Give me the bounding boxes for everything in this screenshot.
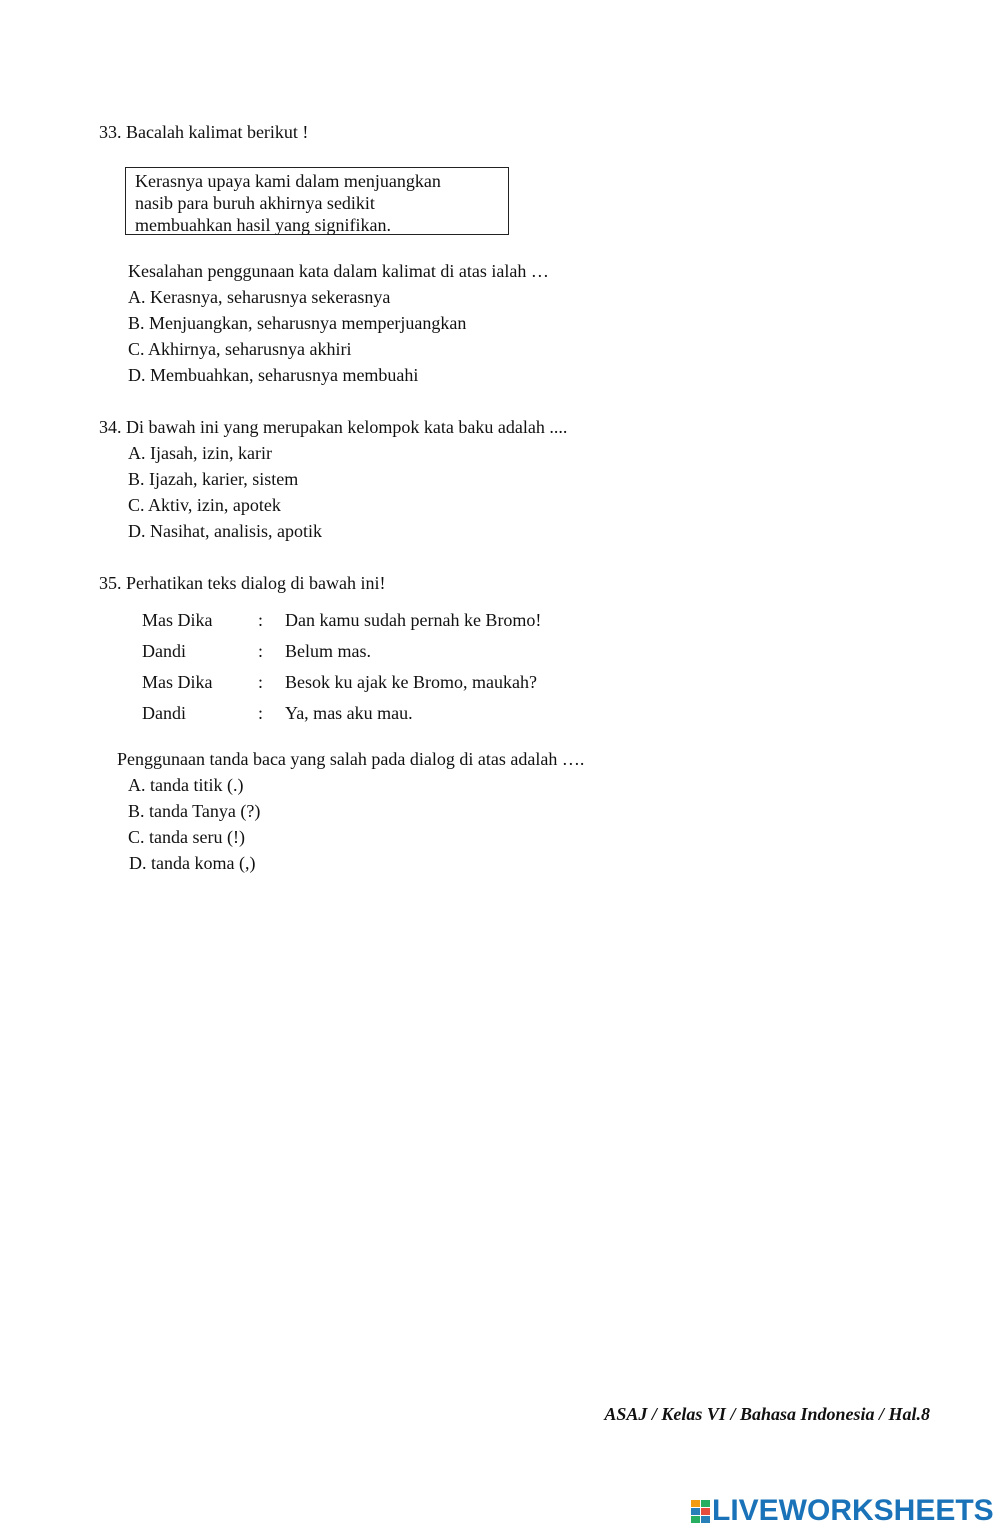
dialog-line: Ya, mas aku mau. bbox=[285, 703, 413, 723]
dialog-line: Dan kamu sudah pernah ke Bromo! bbox=[285, 610, 542, 630]
dialog-line: Besok ku ajak ke Bromo, maukah? bbox=[285, 672, 537, 692]
question-34-option-c: C. Aktiv, izin, apotek bbox=[128, 495, 281, 515]
question-35-option-d: D. tanda koma (,) bbox=[129, 853, 256, 873]
question-34-option-a: A. Ijasah, izin, karir bbox=[128, 443, 272, 463]
logo-text: LIVEWORKSHEETS bbox=[712, 1494, 994, 1527]
question-33-option-c: C. Akhirnya, seharusnya akhiri bbox=[128, 339, 352, 359]
question-34-text: 34. Di bawah ini yang merupakan kelompok kata baku adalah .... bbox=[99, 417, 568, 437]
question-35-option-b: B. tanda Tanya (?) bbox=[128, 801, 261, 821]
question-33-text: Kesalahan penggunaan kata dalam kalimat di atas ialah … bbox=[128, 261, 549, 281]
question-33-option-b: B. Menjuangkan, seharusnya memperjuangkan bbox=[128, 313, 467, 333]
question-33-option-a: A. Kerasnya, seharusnya sekerasnya bbox=[128, 287, 391, 307]
liveworksheets-logo bbox=[690, 1494, 994, 1528]
dialog-speaker: Mas Dika bbox=[142, 672, 213, 692]
quoted-sentence-box bbox=[125, 167, 509, 235]
question-35-option-c: C. tanda seru (!) bbox=[128, 827, 245, 847]
quoted-sentence-line: Kerasnya upaya kami dalam menjuangkan bbox=[135, 171, 441, 191]
dialog-speaker: Mas Dika bbox=[142, 610, 213, 630]
question-35-option-a: A. tanda titik (.) bbox=[128, 775, 244, 795]
dialog-separator: : bbox=[258, 703, 264, 723]
dialog-separator: : bbox=[258, 610, 264, 630]
question-34-option-d: D. Nasihat, analisis, apotik bbox=[128, 521, 322, 541]
dialog-speaker: Dandi bbox=[142, 641, 186, 661]
question-33-prompt: 33. Bacalah kalimat berikut ! bbox=[99, 122, 309, 142]
dialog-separator: : bbox=[258, 641, 264, 661]
dialog-separator: : bbox=[258, 672, 264, 692]
question-35-text: Penggunaan tanda baca yang salah pada dialog di atas adalah …. bbox=[117, 749, 585, 769]
page-footer: ASAJ / Kelas VI / Bahasa Indonesia / Hal.8 bbox=[604, 1404, 930, 1424]
dialog-line: Belum mas. bbox=[285, 641, 371, 661]
question-34-option-b: B. Ijazah, karier, sistem bbox=[128, 469, 299, 489]
question-33-option-d: D. Membuahkan, seharusnya membuahi bbox=[128, 365, 419, 385]
liveworksheets-logo-icon bbox=[690, 1499, 710, 1523]
quoted-sentence-line: nasib para buruh akhirnya sedikit bbox=[135, 193, 375, 213]
dialog-speaker: Dandi bbox=[142, 703, 186, 723]
quoted-sentence-line: membuahkan hasil yang signifikan. bbox=[135, 215, 391, 235]
question-35-prompt: 35. Perhatikan teks dialog di bawah ini! bbox=[99, 573, 386, 593]
